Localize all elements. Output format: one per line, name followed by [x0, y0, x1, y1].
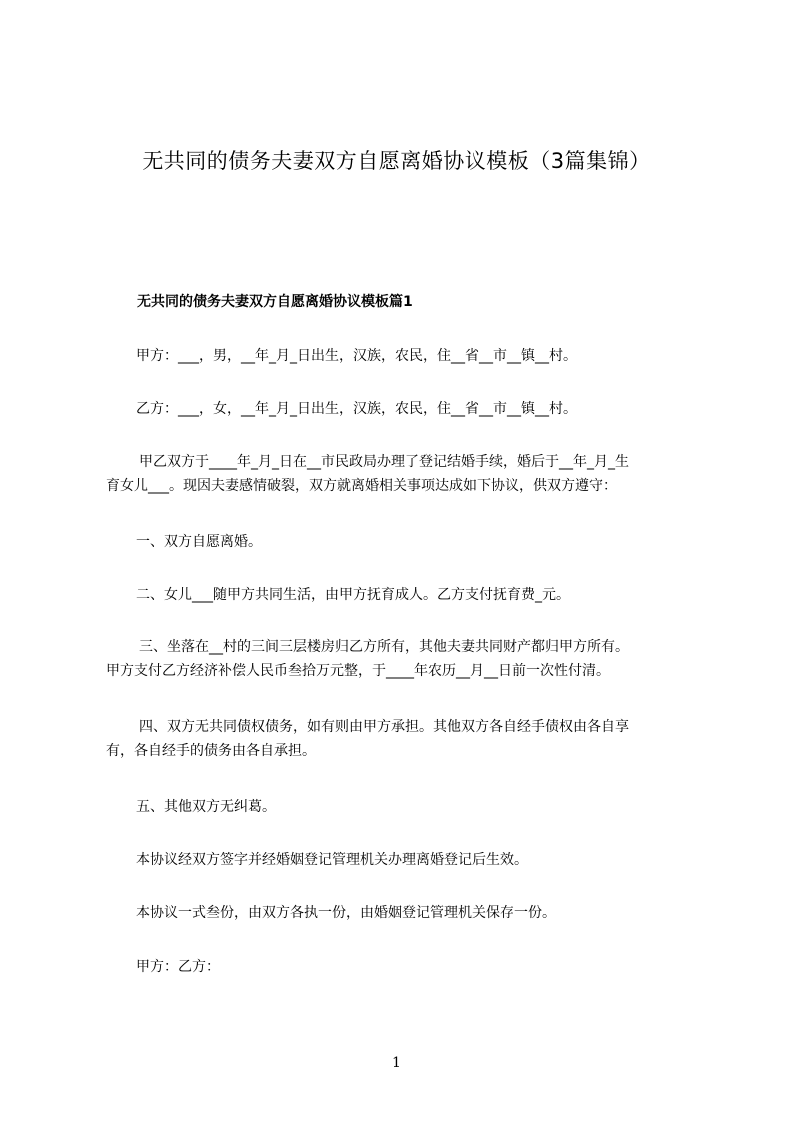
clause-5: [106, 795, 736, 819]
paragraph-line: 甲方：乙方：: [136, 959, 220, 975]
paragraph-party-a: [106, 344, 736, 368]
paragraph-party-b: [106, 397, 736, 421]
paragraph-line: 乙方：___，女，__年_月_日出生，汉族，农民，住__省__市__镇__村。: [136, 401, 577, 417]
paragraph-line: 二、女儿___随甲方共同生活，由甲方抚育成人。乙方支付抚育费_元。: [136, 587, 570, 603]
clause-4: [106, 715, 706, 763]
section-heading: 无共同的债务夫妻双方自愿离婚协议模板篇1: [137, 294, 413, 310]
clause-1: [106, 530, 736, 554]
paragraph-line: 三、坐落在__村的三间三层楼房归乙方所有，其他夫妻共同财产都归甲方所有。: [139, 639, 629, 655]
paragraph-line: 甲乙双方于____年_月_日在__市民政局办理了登记结婚手续，婚后于__年_月_生: [139, 454, 629, 470]
paragraph-line: 四、双方无共同债权债务，如有则由甲方承担。其他双方各自经手债权由各自享: [139, 719, 629, 735]
signature-line: [106, 955, 736, 979]
paragraph-line: 有，各自经手的债务由各自承担。: [106, 743, 316, 759]
paragraph-copies: [106, 901, 736, 925]
paragraph-marriage-info: [106, 450, 706, 498]
paragraph-line: 一、双方自愿离婚。: [136, 534, 262, 550]
paragraph-line: 五、其他双方无纠葛。: [136, 799, 276, 815]
paragraph-line: 育女儿___。现因夫妻感情破裂，双方就离婚相关事项达成如下协议，供双方遵守：: [106, 478, 617, 494]
clause-2: [106, 583, 736, 607]
paragraph-line: 本协议一式叁份，由双方各执一份，由婚姻登记管理机关保存一份。: [136, 905, 556, 921]
page-number: 1: [392, 1055, 401, 1071]
paragraph-effective: [106, 848, 736, 872]
clause-3: [106, 635, 706, 683]
paragraph-line: 本协议经双方签字并经婚姻登记管理机关办理离婚登记后生效。: [136, 852, 528, 868]
paragraph-line: 甲方支付乙方经济补偿人民币叁拾万元整，于____年农历__月__日前一次性付清。: [106, 663, 610, 679]
document-title: 无共同的债务夫妻双方自愿离婚协议模板（3篇集锦）: [142, 149, 651, 173]
paragraph-line: 甲方：___，男，__年_月_日出生，汉族，农民，住__省__市__镇__村。: [136, 348, 577, 364]
